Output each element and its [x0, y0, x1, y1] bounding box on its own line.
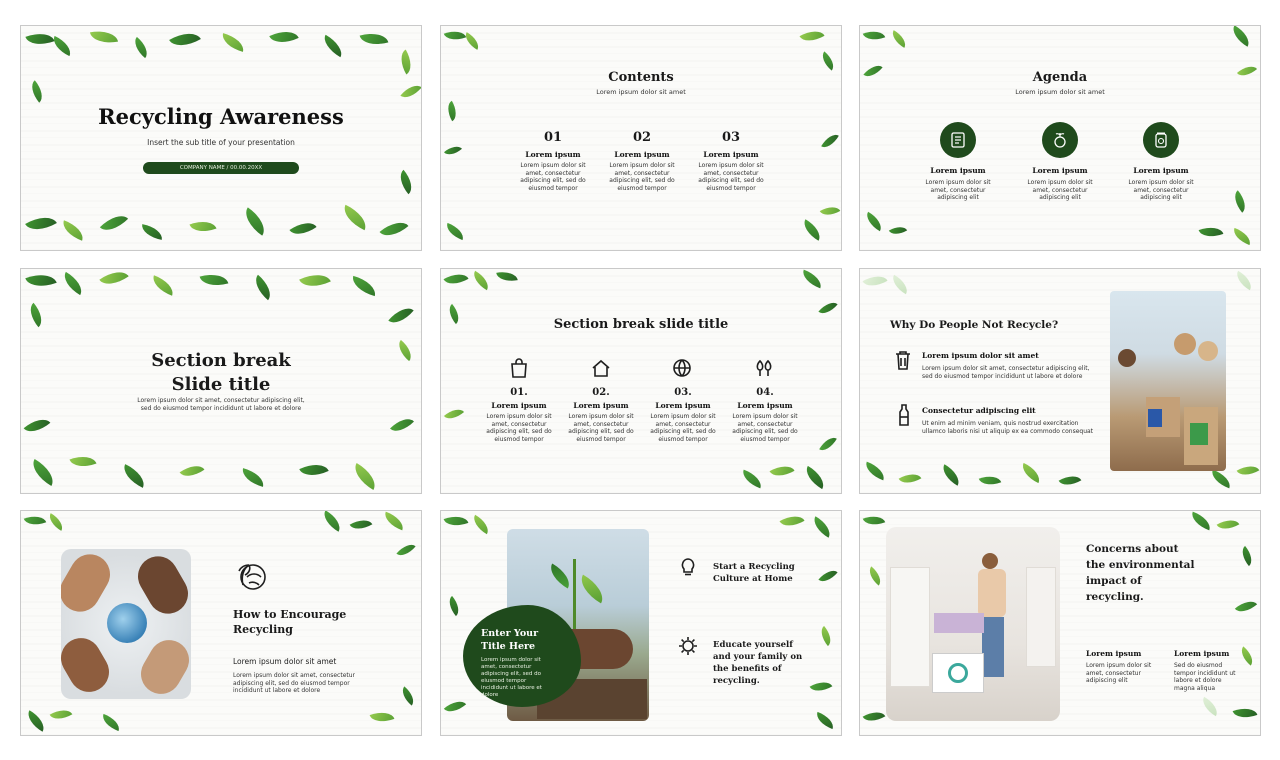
section-title-line: Slide title — [171, 374, 271, 395]
leaf-decoration — [180, 460, 205, 482]
photo-detail — [61, 631, 116, 699]
leaf-decoration — [444, 142, 462, 159]
leaf-decoration — [820, 202, 841, 220]
shopping-bag-icon — [509, 357, 529, 379]
tip-heading-line: Start a Recycling — [713, 562, 795, 572]
item-body: Lorem ipsum dolor sit amet, consectetur adipiscing elit, sed do eiusmod tempor — [609, 162, 675, 192]
leaf-decoration — [819, 434, 837, 455]
leaf-decoration — [49, 36, 74, 56]
concerns-title-line: Concerns about — [1086, 543, 1179, 555]
leaf-decoration — [801, 466, 828, 489]
item-heading: Lorem ipsum — [525, 150, 581, 159]
trash-bin-icon — [894, 349, 912, 371]
slide-thumbnail-1[interactable] — [20, 25, 422, 251]
leaf-decoration — [818, 51, 838, 70]
leaf-decoration — [863, 707, 886, 727]
section-title-line: Section break — [151, 350, 291, 371]
blob-title-line: Title Here — [481, 641, 536, 652]
encourage-body: Lorem ipsum dolor sit amet, consectetur adipiscing elit, sed do eiusmod tempor incididunt ut labore et dolore — [233, 672, 356, 694]
contents-subtitle: Lorem ipsum dolor sit amet — [596, 88, 686, 96]
gear-leaf-icon — [677, 635, 699, 657]
plant-globe-icon — [231, 559, 269, 593]
concern-column — [1174, 649, 1236, 692]
recycle-symbol — [948, 663, 968, 683]
leaf-decoration — [444, 27, 467, 44]
blob-title-line: Enter Your — [481, 628, 539, 639]
leaf-decoration — [99, 268, 128, 291]
column-heading: Lorem ipsum — [1174, 649, 1230, 658]
leaf-decoration — [938, 464, 963, 485]
leaf-decoration — [360, 29, 389, 49]
trees-icon — [753, 357, 775, 379]
leaf-decoration — [200, 270, 229, 290]
why-title: Why Do People Not Recycle? — [890, 319, 1059, 331]
agenda-item — [922, 166, 994, 202]
tip-heading-line: Culture at Home — [713, 574, 793, 584]
slide-thumbnail-8[interactable] — [440, 510, 842, 736]
bottles-icon — [896, 403, 912, 427]
concerns-title — [1086, 541, 1194, 605]
section-item — [565, 387, 637, 443]
leaf-decoration — [380, 215, 409, 242]
leaf-decoration — [90, 28, 118, 46]
item-body: Lorem ipsum dolor sit amet, consectetur adipiscing elit, sed do eiusmod tempor — [486, 413, 552, 443]
leaf-decoration — [799, 219, 824, 240]
item-body: Lorem ipsum dolor sit amet, consectetur adipiscing elit — [1128, 179, 1194, 201]
lightbulb-icon — [679, 557, 697, 577]
agenda-item — [1125, 166, 1197, 202]
leaf-decoration — [889, 30, 910, 48]
item-heading: Lorem ipsum — [930, 166, 986, 175]
item-heading: Lorem ipsum — [573, 401, 629, 410]
item-body: Lorem ipsum dolor sit amet, consectetur adipiscing elit, sed do eiusmod tempor — [732, 413, 798, 443]
agenda-title: Agenda — [1032, 70, 1088, 85]
item-heading: Lorem ipsum — [737, 401, 793, 410]
leaf-decoration — [444, 512, 469, 531]
tip-heading — [713, 639, 802, 687]
globe-plant-icon — [1042, 122, 1078, 158]
leaf-decoration — [779, 510, 804, 531]
leaf-decoration — [1059, 471, 1082, 491]
photo-detail — [575, 575, 609, 604]
section-item — [729, 387, 801, 443]
recycle-label — [1148, 409, 1162, 427]
photo-detail — [1118, 349, 1136, 367]
slide-thumbnail-2[interactable] — [440, 25, 842, 251]
reason-body: Ut enim ad minim veniam, quis nostrud exercitation ullamco laboris nisi ut aliquip ex ea commodo consequat — [922, 420, 1094, 435]
item-body: Lorem ipsum dolor sit amet, consectetur adipiscing elit, sed do eiusmod tempor — [568, 413, 634, 443]
reason-heading: Lorem ipsum dolor sit amet — [922, 351, 1039, 360]
item-heading: Lorem ipsum — [1032, 166, 1088, 175]
column-body: Lorem ipsum dolor sit amet, consectetur adipiscing elit — [1086, 662, 1152, 684]
encourage-title — [233, 607, 346, 637]
leaf-decoration — [24, 303, 47, 328]
presentation-subtitle: Insert the sub title of your presentation — [147, 138, 295, 147]
leaf-decoration — [394, 170, 417, 195]
photo-detail — [982, 617, 1004, 677]
leaf-decoration — [299, 458, 328, 482]
leaf-decoration — [862, 270, 887, 291]
leaf-decoration — [220, 33, 247, 52]
photo-detail — [1026, 567, 1056, 667]
photo-detail — [61, 549, 117, 619]
slide-thumbnail-6[interactable] — [859, 268, 1261, 494]
blob-title — [481, 627, 538, 653]
leaf-decoration — [269, 25, 298, 49]
leaf-decoration — [339, 205, 371, 230]
leaf-decoration — [889, 275, 912, 295]
leaf-decoration — [24, 413, 51, 438]
globe-icon — [671, 357, 693, 379]
leaf-decoration — [382, 512, 407, 531]
blob-body: Lorem ipsum dolor sit amet, consectetur adipiscing elit, sed do eiusmod tempor incididunt ut labore et dolore — [481, 657, 542, 698]
leaf-decoration — [889, 223, 907, 239]
leaf-decoration — [1189, 512, 1214, 531]
slide-thumbnail-4[interactable] — [20, 268, 422, 494]
leaf-decoration — [169, 26, 201, 53]
leaf-decoration — [863, 27, 886, 44]
item-number: 01. — [510, 387, 528, 398]
leaf-decoration — [809, 516, 834, 537]
leaf-decoration — [1018, 463, 1043, 483]
contents-item — [606, 130, 678, 192]
concerns-title-line: the environmental — [1086, 559, 1195, 571]
item-number: 04. — [756, 387, 774, 398]
leaf-decoration — [470, 515, 493, 535]
leaf-decoration — [350, 515, 373, 535]
leaf-decoration — [400, 80, 421, 102]
leaf-decoration — [46, 513, 67, 531]
leaf-decoration — [150, 275, 177, 295]
section-body: Lorem ipsum dolor sit amet, consectetur adipiscing elit, sed do eiusmod tempor incididunt ut labore et dolore — [137, 397, 305, 412]
item-body: Lorem ipsum dolor sit amet, consectetur adipiscing elit, sed do eiusmod tempor — [698, 162, 764, 192]
leaf-decoration — [444, 404, 464, 423]
tip-heading-line: recycling. — [713, 676, 760, 686]
leaf-decoration — [1199, 697, 1222, 717]
item-number: 02. — [592, 387, 610, 398]
leaf-decoration — [119, 464, 148, 488]
reason-body: Lorem ipsum dolor sit amet, consectetur adipiscing elit, sed do eiusmod tempor incididunt ut labore et dolore — [922, 365, 1090, 380]
leaf-decoration — [239, 207, 271, 235]
home-icon — [590, 357, 612, 379]
column-heading: Lorem ipsum — [1086, 649, 1142, 658]
leaf-decoration — [319, 510, 344, 531]
leaf-decoration — [140, 224, 164, 240]
leaf-decoration — [388, 302, 413, 329]
encourage-title-line: Recycling — [233, 623, 293, 636]
item-heading: Lorem ipsum — [655, 401, 711, 410]
leaf-decoration — [1237, 461, 1260, 481]
leaf-decoration — [1237, 546, 1256, 566]
leaf-decoration — [25, 210, 57, 237]
leaf-decoration — [299, 268, 331, 293]
globe-photo-detail — [107, 603, 147, 643]
leaf-decoration — [250, 275, 277, 300]
item-number: 01 — [543, 130, 563, 145]
slide-thumbnail-9[interactable] — [859, 510, 1261, 736]
encourage-title-line: How to Encourage — [233, 608, 347, 621]
photo-detail — [573, 559, 576, 629]
leaf-decoration — [444, 223, 467, 240]
section-title — [21, 349, 421, 397]
leaf-decoration — [979, 472, 1002, 489]
leaf-decoration — [1233, 271, 1256, 291]
leaf-decoration — [130, 37, 152, 58]
checklist-icon — [940, 122, 976, 158]
photo-detail — [978, 569, 1006, 617]
leaf-decoration — [24, 512, 47, 529]
leaf-decoration — [26, 80, 47, 102]
encourage-lead: Lorem ipsum dolor sit amet — [233, 657, 337, 666]
item-number: 02 — [632, 130, 652, 145]
slide-thumbnail-3[interactable] — [859, 25, 1261, 251]
company-date-pill: COMPANY NAME / 00.00.20XX — [143, 162, 299, 174]
leaf-decoration — [190, 216, 217, 236]
leaf-decoration — [390, 413, 414, 437]
leaf-decoration — [320, 35, 347, 57]
leaf-decoration — [1233, 704, 1258, 723]
column-body: Sed do eiusmod tempor incididunt ut labore et dolore magna aliqua — [1174, 662, 1236, 692]
leaf-decoration — [462, 32, 483, 50]
recycle-jar-icon — [1143, 122, 1179, 158]
leaf-decoration — [27, 459, 59, 486]
item-heading: Lorem ipsum — [491, 401, 547, 410]
contents-title: Contents — [608, 70, 674, 85]
leaf-decoration — [1235, 596, 1257, 617]
slide-thumbnail-5[interactable] — [440, 268, 842, 494]
leaf-decoration — [1228, 25, 1253, 46]
presentation-title: Recycling Awareness — [98, 104, 344, 129]
item-body: Lorem ipsum dolor sit amet, consectetur adipiscing elit — [925, 179, 991, 201]
tip-heading-line: and your family on — [713, 652, 803, 662]
item-body: Lorem ipsum dolor sit amet, consectetur adipiscing elit, sed do eiusmod tempor — [520, 162, 586, 192]
leaf-decoration — [240, 468, 267, 487]
leaf-decoration — [100, 714, 123, 731]
leaf-decoration — [370, 708, 395, 727]
contents-item — [517, 130, 589, 192]
slide-thumbnail-7[interactable] — [20, 510, 422, 736]
item-body: Lorem ipsum dolor sit amet, consectetur adipiscing elit — [1027, 179, 1093, 201]
leaf-decoration — [395, 49, 416, 74]
leaf-decoration — [1229, 190, 1250, 212]
leaf-decoration — [769, 460, 794, 481]
leaf-decoration — [821, 131, 839, 152]
leaf-decoration — [818, 566, 837, 586]
leaf-decoration — [863, 462, 888, 481]
leaf-decoration — [816, 626, 835, 646]
photo-detail — [890, 567, 930, 687]
leaf-decoration — [496, 269, 518, 283]
leaf-decoration — [863, 512, 886, 529]
photo-detail — [134, 633, 191, 699]
leaf-decoration — [1209, 470, 1234, 489]
photo-detail — [545, 563, 575, 588]
item-body: Lorem ipsum dolor sit amet, consectetur adipiscing elit, sed do eiusmod tempor — [650, 413, 716, 443]
item-heading: Lorem ipsum — [614, 150, 670, 159]
leaf-decoration — [740, 470, 765, 489]
tip-heading-line: Educate yourself — [713, 640, 793, 650]
leaf-decoration — [470, 271, 493, 291]
item-number: 03. — [674, 387, 692, 398]
leaf-decoration — [289, 216, 316, 240]
leaf-decoration — [899, 469, 922, 489]
agenda-subtitle: Lorem ipsum dolor sit amet — [1015, 88, 1105, 96]
section-item — [647, 387, 719, 443]
leaf-decoration — [865, 566, 885, 585]
reason-heading: Consectetur adipiscing elit — [922, 406, 1036, 415]
leaf-decoration — [349, 463, 381, 490]
leaf-decoration — [23, 710, 48, 731]
leaf-decoration — [70, 451, 97, 471]
leaf-decoration — [350, 276, 379, 296]
section-break-title: Section break slide title — [553, 317, 729, 332]
leaf-decoration — [398, 686, 418, 705]
photo-detail — [1174, 333, 1196, 355]
leaf-decoration — [59, 272, 86, 295]
leaf-decoration — [814, 712, 837, 729]
tip-heading-line: the benefits of — [713, 664, 782, 674]
leaf-decoration — [1231, 228, 1254, 245]
leaf-decoration — [810, 677, 833, 697]
section-item — [483, 387, 555, 443]
leaf-decoration — [818, 298, 837, 318]
leaf-decoration — [443, 101, 461, 122]
tip-heading — [713, 561, 795, 585]
item-number: 03 — [721, 130, 741, 145]
recycle-label — [1190, 423, 1208, 445]
leaf-decoration — [1217, 515, 1240, 535]
leaf-decoration — [444, 596, 463, 616]
hands-globe-photo — [61, 549, 191, 699]
leaf-decoration — [50, 705, 73, 725]
contents-item — [695, 130, 767, 192]
leaf-decoration — [1199, 223, 1224, 242]
agenda-item — [1024, 166, 1096, 202]
leaf-decoration — [863, 212, 886, 232]
item-heading: Lorem ipsum — [703, 150, 759, 159]
leaf-decoration — [25, 269, 56, 293]
photo-detail — [934, 613, 984, 633]
leaf-decoration — [396, 540, 415, 560]
photo-detail — [1198, 341, 1218, 361]
woman-recycling-photo — [886, 527, 1060, 721]
leaf-decoration — [800, 270, 825, 289]
leaf-decoration — [1237, 646, 1257, 665]
concern-column — [1086, 649, 1164, 685]
leaf-decoration — [25, 28, 54, 50]
leaf-decoration — [443, 268, 468, 289]
photo-detail — [982, 553, 998, 569]
kids-recycling-photo — [1110, 291, 1226, 471]
leaf-decoration — [799, 25, 824, 46]
concerns-title-line: impact of — [1086, 575, 1142, 587]
leaf-decoration — [444, 696, 466, 717]
leaf-decoration — [60, 220, 87, 240]
concerns-title-line: recycling. — [1086, 591, 1144, 603]
item-heading: Lorem ipsum — [1133, 166, 1189, 175]
leaf-decoration — [100, 209, 128, 237]
